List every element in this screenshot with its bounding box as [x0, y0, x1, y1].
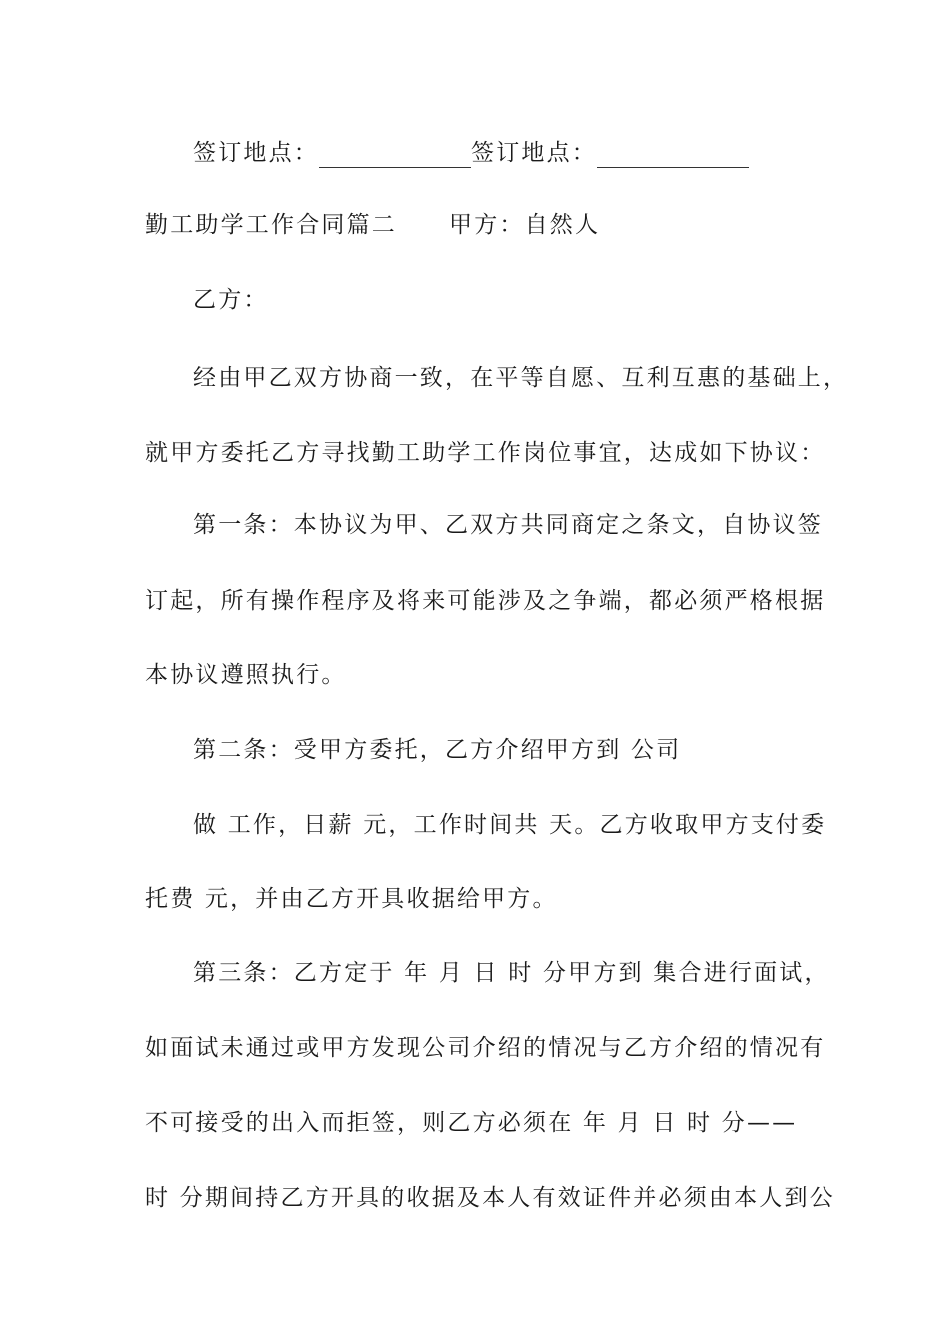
paragraph-line: 订起，所有操作程序及将来可能涉及之争端，都必须严格根据 — [145, 588, 826, 614]
paragraph-line: 时 分期间持乙方开具的收据及本人有效证件并必须由本人到公 — [145, 1185, 835, 1211]
paragraph-line: 第二条：受甲方委托，乙方介绍甲方到 公司 — [193, 737, 682, 763]
party-b-label: 乙方： — [193, 287, 269, 313]
party-a-label: 甲方：自然人 — [449, 212, 601, 238]
paragraph-line: 不可接受的出入而拒签，则乙方必须在 年 月 日 时 分—— — [145, 1110, 798, 1136]
contract-heading-line — [145, 210, 845, 240]
paragraph-line: 本协议遵照执行。 — [145, 662, 347, 688]
signing-place-label-a: 签订地点： — [193, 140, 319, 166]
paragraph-line: 做 工作，日薪 元，工作时间共 天。乙方收取甲方支付委 — [193, 812, 827, 838]
contract-title: 勤工助学工作合同篇二 — [145, 212, 397, 238]
signing-place-label-b: 签订地点： — [471, 140, 597, 166]
paragraph-line: 托费 元，并由乙方开具收据给甲方。 — [145, 886, 558, 912]
signing-place-blank-b — [597, 145, 749, 168]
signing-place-line — [193, 138, 893, 168]
paragraph-line: 经由甲乙双方协商一致，在平等自愿、互利互惠的基础上， — [193, 365, 849, 391]
paragraph-line: 就甲方委托乙方寻找勤工助学工作岗位事宜，达成如下协议： — [145, 440, 826, 466]
signing-place-blank-a — [319, 145, 471, 168]
paragraph-line: 第三条：乙方定于 年 月 日 时 分甲方到 集合进行面试， — [193, 960, 830, 986]
paragraph-line: 第一条：本协议为甲、乙双方共同商定之条文，自协议签 — [193, 512, 823, 538]
paragraph-line: 如面试未通过或甲方发现公司介绍的情况与乙方介绍的情况有 — [145, 1035, 826, 1061]
